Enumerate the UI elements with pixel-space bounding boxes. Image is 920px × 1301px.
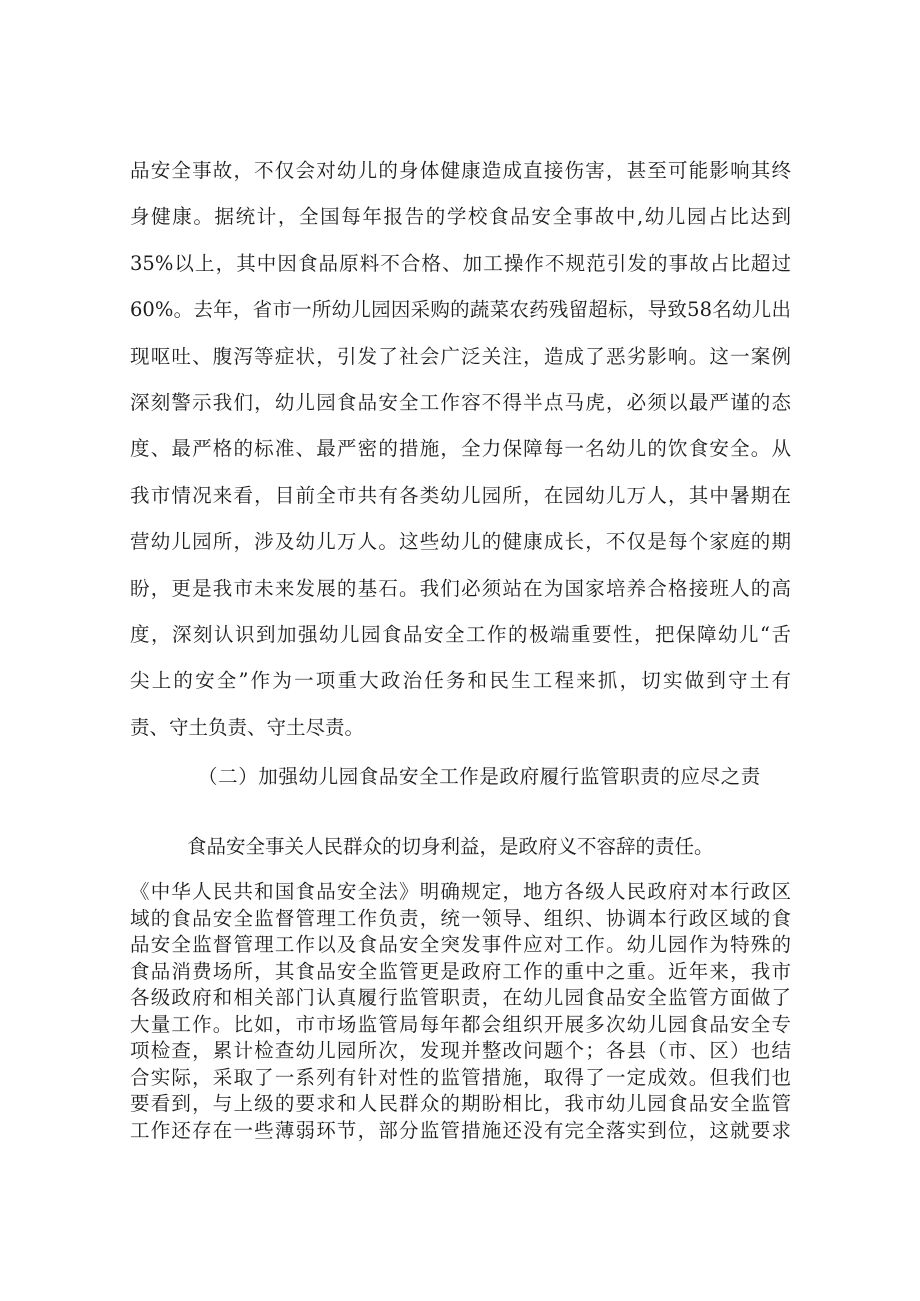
paragraph-line: 《中华人民共和国食品安全法》明确规定，地方各级人民政府对本行政区 (130, 880, 791, 903)
paragraph-line: 品安全监督管理工作以及食品安全突发事件应对工作。幼儿园作为特殊的 (130, 933, 791, 956)
section-heading-text: （二）加强幼儿园食品安全工作是政府履行监管职责的应尽之责 (198, 765, 761, 788)
paragraph-line: 食品消费场所，其食品安全监管更是政府工作的重中之重。近年来，我市 (130, 959, 791, 983)
paragraph-line: 度，深刻认识到加强幼儿园食品安全工作的极端重要性，把保障幼儿“舌 (130, 622, 791, 646)
opening-paragraph (130, 148, 791, 751)
paragraph-line: 深刻警示我们，幼儿园食品安全工作容不得半点马虎，必须以最严谨的态 (130, 390, 791, 414)
paragraph-line: 项检查，累计检查幼儿园所次，发现并整改问题个；各县（市、区）也结 (130, 1039, 791, 1062)
paragraph-line: 60%。去年，省市一所幼儿园因采购的蔬菜农药残留超标，导致58名幼儿出 (130, 298, 791, 322)
paragraph-line: 各级政府和相关部门认真履行监管职责，在幼儿园食品安全监管方面做了 (130, 986, 791, 1009)
legal-basis-paragraph (130, 879, 791, 1144)
paragraph-line: 身健康。据统计，全国每年报告的学校食品安全事故中,幼儿园占比达到 (130, 205, 791, 229)
paragraph-line: 大量工作。比如，市市场监管局每年都会组织开展多次幼儿园食品安全专 (130, 1012, 791, 1036)
lead-sentence-text: 食品安全事关人民群众的切身利益，是政府义不容辞的责任。 (187, 835, 714, 858)
section-heading (130, 754, 791, 800)
paragraph-line: 盼，更是我市未来发展的基石。我们必须站在为国家培养合格接班人的高 (130, 576, 791, 600)
paragraph-line: 度、最严格的标准、最严密的措施，全力保障每一名幼儿的饮食安全。从 (130, 437, 791, 461)
lead-sentence (130, 824, 791, 870)
paragraph-line: 现呕吐、腹泻等症状，引发了社会广泛关注，造成了恶劣影响。这一案例 (130, 344, 791, 368)
paragraph-line: 尖上的安全”作为一项重大政治任务和民生工程来抓，切实做到守土有 (130, 669, 791, 693)
paragraph-line: 要看到，与上级的要求和人民群众的期盼相比，我市幼儿园食品安全监管 (130, 1092, 791, 1115)
paragraph-line: 合实际，采取了一系列有针对性的监管措施，取得了一定成效。但我们也 (130, 1065, 791, 1089)
paragraph-line: 营幼儿园所，涉及幼儿万人。这些幼儿的健康成长，不仅是每个家庭的期 (130, 530, 791, 554)
paragraph-line: 责、守土负责、守土尽责。 (130, 715, 365, 739)
paragraph-line: 品安全事故，不仅会对幼儿的身体健康造成直接伤害，甚至可能影响其终 (130, 159, 791, 182)
paragraph-line: 域的食品安全监督管理工作负责，统一领导、组织、协调本行政区域的食 (130, 906, 791, 930)
paragraph-line: 我市情况来看，目前全市共有各类幼儿园所，在园幼儿万人，其中暑期在 (130, 483, 791, 507)
paragraph-line: 35%以上，其中因食品原料不合格、加工操作不规范引发的事故占比超过 (130, 251, 791, 275)
paragraph-line: 工作还存在一些薄弱环节，部分监管措施还没有完全落实到位，这就要求 (130, 1118, 791, 1142)
